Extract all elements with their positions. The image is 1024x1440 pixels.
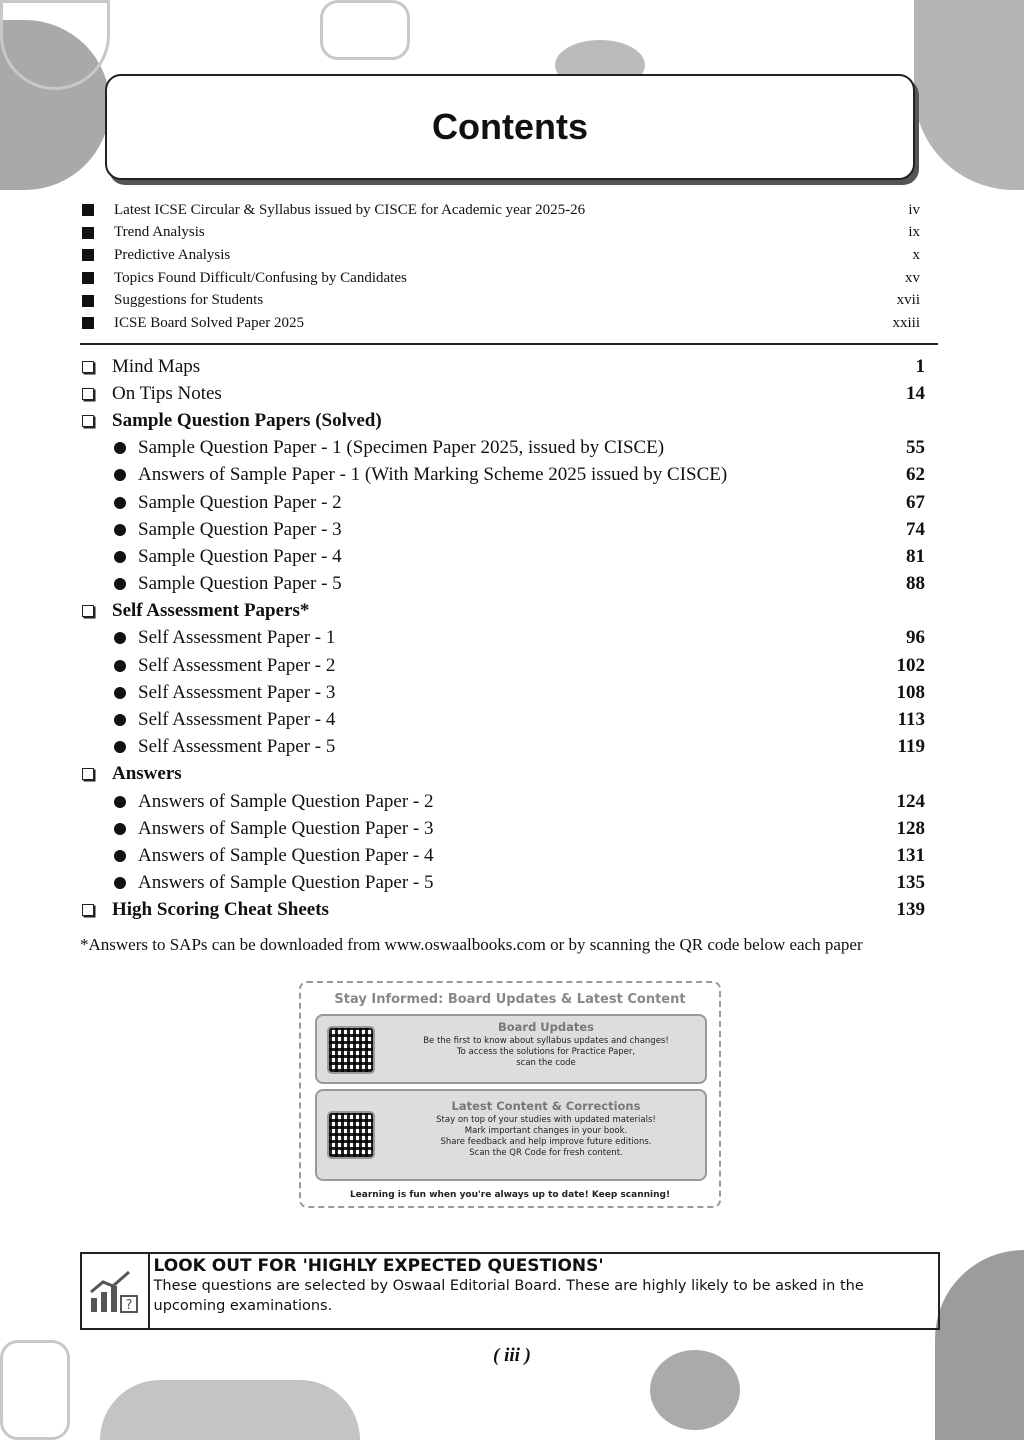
square-bullet-icon (82, 317, 94, 329)
decor-blob (914, 0, 1024, 190)
entry-page: 102 (896, 654, 925, 676)
page-number: ( iii ) (493, 1345, 531, 1366)
prelim-row[interactable] (80, 267, 920, 290)
footnote: *Answers to SAPs can be downloaded from www.oswaalbooks.com or by scanning the QR code below each paper (80, 935, 863, 954)
dot-bullet-icon (114, 578, 126, 590)
item-row[interactable] (80, 435, 925, 462)
qr-code[interactable] (327, 1111, 375, 1159)
entry-page: 74 (906, 518, 925, 540)
checkbox-bullet-icon (82, 904, 94, 916)
qr-card-footer: Learning is fun when you're always up to date! Keep scanning! (349, 1190, 671, 1200)
dot-bullet-icon (114, 687, 126, 699)
entry-label: High Scoring Cheat Sheets (112, 899, 329, 921)
svg-text:?: ? (125, 1298, 133, 1313)
dot-bullet-icon (114, 632, 126, 644)
prelim-page: xv (905, 269, 920, 286)
dot-bullet-icon (114, 469, 126, 481)
checkbox-bullet-icon (82, 415, 94, 427)
item-row[interactable] (80, 543, 925, 570)
dot-bullet-icon (114, 714, 126, 726)
page-title: Contents (432, 106, 588, 147)
entry-label: Sample Question Paper - 4 (138, 545, 342, 567)
prelim-row[interactable] (80, 199, 920, 222)
entry-label: Answers of Sample Question Paper - 4 (138, 844, 434, 866)
entry-label: Answers (112, 763, 182, 785)
square-bullet-icon (82, 227, 94, 239)
entry-label: Self Assessment Paper - 2 (138, 654, 336, 676)
entry-label: Self Assessment Papers* (112, 600, 310, 622)
prelim-row[interactable] (80, 312, 920, 335)
dot-bullet-icon (114, 796, 126, 808)
entry-page: 139 (896, 899, 925, 921)
item-row[interactable] (80, 706, 925, 733)
dot-bullet-icon (114, 823, 126, 835)
dot-bullet-icon (114, 741, 126, 753)
book-doodle (320, 0, 410, 60)
qr-info-card (299, 981, 721, 1208)
highly-expected-title: LOOK OUT FOR 'HIGHLY EXPECTED QUESTIONS' (153, 1256, 604, 1276)
entry-label: Sample Question Paper - 5 (138, 573, 342, 595)
contents-title-box (105, 74, 915, 180)
board-line: Be the first to know about syllabus updates and changes! (423, 1036, 669, 1046)
item-row[interactable] (80, 489, 925, 516)
bar-chart-question-icon (82, 1254, 150, 1328)
item-row[interactable] (80, 734, 925, 761)
board-line: To access the solutions for Practice Paper, (456, 1047, 636, 1057)
decor-blob (100, 1380, 360, 1440)
prelim-row[interactable] (80, 244, 920, 267)
entry-label: Answers of Sample Question Paper - 5 (138, 872, 434, 894)
prelim-label: Trend Analysis (114, 224, 205, 241)
item-row[interactable] (80, 462, 925, 489)
board-updates-heading: Board Updates (497, 1020, 595, 1034)
prelim-row[interactable] (80, 289, 920, 312)
prelim-label: Topics Found Difficult/Confusing by Candidates (114, 269, 407, 286)
latest-line: Stay on top of your studies with updated materials! (436, 1115, 656, 1125)
square-bullet-icon (82, 295, 94, 307)
entry-label: Sample Question Papers (Solved) (112, 409, 382, 431)
entry-page: 128 (896, 817, 925, 839)
dot-bullet-icon (114, 442, 126, 454)
entry-label: Answers of Sample Paper - 1 (With Marking Scheme 2025 issued by CISCE) (138, 464, 728, 486)
item-row[interactable] (80, 625, 925, 652)
entry-page: 81 (906, 545, 925, 567)
item-row[interactable] (80, 652, 925, 679)
section-row[interactable] (80, 407, 925, 434)
entry-label: Answers of Sample Question Paper - 2 (138, 790, 434, 812)
latest-line: Mark important changes in your book. (464, 1126, 628, 1136)
prelim-page: xxiii (892, 314, 920, 331)
section-row[interactable] (80, 598, 925, 625)
prelim-page: xvii (896, 292, 920, 309)
section-row[interactable] (80, 380, 925, 407)
highly-expected-box (80, 1252, 940, 1330)
entry-page: 88 (906, 573, 925, 595)
entry-label: Mind Maps (112, 355, 201, 377)
dot-bullet-icon (114, 524, 126, 536)
qr-card-title: Stay Informed: Board Updates & Latest Content (334, 992, 686, 1007)
dot-bullet-icon (114, 551, 126, 563)
latest-content-heading: Latest Content & Corrections (451, 1099, 641, 1113)
section-row[interactable] (80, 761, 925, 788)
entry-label: Sample Question Paper - 1 (Specimen Paper 2025, issued by CISCE) (138, 437, 665, 459)
divider (80, 343, 938, 345)
square-bullet-icon (82, 249, 94, 261)
entry-page: 119 (897, 736, 925, 758)
item-row[interactable] (80, 870, 925, 897)
entry-page: 108 (896, 681, 925, 703)
checkbox-bullet-icon (82, 361, 94, 373)
prelim-page: x (912, 246, 920, 263)
entry-label: Self Assessment Paper - 3 (138, 681, 336, 703)
entry-page: 62 (906, 464, 925, 486)
qr-code[interactable] (327, 1026, 375, 1074)
prelim-label: Latest ICSE Circular & Syllabus issued by CISCE for Academic year 2025-26 (114, 201, 586, 218)
section-row[interactable] (80, 353, 925, 380)
entry-page: 113 (897, 709, 925, 731)
highly-expected-text: These questions are selected by Oswaal Editorial Board. These are highly likely to be asked in the upcoming examinations. (153, 1278, 864, 1314)
dot-bullet-icon (114, 660, 126, 672)
entry-page: 131 (896, 844, 925, 866)
item-row[interactable] (80, 516, 925, 543)
dot-bullet-icon (114, 877, 126, 889)
checkbox-bullet-icon (82, 768, 94, 780)
square-bullet-icon (82, 272, 94, 284)
checkbox-bullet-icon (82, 388, 94, 400)
square-bullet-icon (82, 204, 94, 216)
latest-line: Scan the QR Code for fresh content. (469, 1148, 623, 1158)
item-row[interactable] (80, 571, 925, 598)
board-line: scan the code (516, 1058, 576, 1068)
checkbox-bullet-icon (82, 605, 94, 617)
entry-label: Self Assessment Paper - 4 (138, 709, 336, 731)
entry-label: Sample Question Paper - 2 (138, 491, 342, 513)
item-row[interactable] (80, 815, 925, 842)
prelim-label: Predictive Analysis (114, 246, 231, 263)
board-updates-section (315, 1014, 707, 1084)
contents-list (80, 353, 925, 924)
prelim-list (80, 199, 920, 335)
item-row[interactable] (80, 788, 925, 815)
latest-line: Share feedback and help improve future editions. (440, 1137, 652, 1147)
entry-page: 14 (906, 382, 925, 404)
entry-page: 67 (906, 491, 925, 513)
entry-label: On Tips Notes (112, 382, 222, 404)
entry-label: Answers of Sample Question Paper - 3 (138, 817, 434, 839)
entry-page: 124 (896, 790, 925, 812)
entry-label: Self Assessment Paper - 5 (138, 736, 336, 758)
prelim-label: ICSE Board Solved Paper 2025 (114, 314, 304, 331)
item-row[interactable] (80, 842, 925, 869)
item-row[interactable] (80, 679, 925, 706)
section-row[interactable] (80, 897, 925, 924)
entry-label: Sample Question Paper - 3 (138, 518, 342, 540)
latest-content-section (315, 1089, 707, 1181)
entry-page: 96 (906, 627, 925, 649)
prelim-label: Suggestions for Students (114, 292, 264, 309)
dot-bullet-icon (114, 497, 126, 509)
entry-page: 55 (906, 437, 925, 459)
entry-page: 1 (915, 355, 925, 377)
prelim-page: iv (908, 201, 920, 218)
entry-page: 135 (896, 872, 925, 894)
prelim-page: ix (908, 224, 920, 241)
entry-label: Self Assessment Paper - 1 (138, 627, 336, 649)
dot-bullet-icon (114, 850, 126, 862)
prelim-row[interactable] (80, 222, 920, 245)
